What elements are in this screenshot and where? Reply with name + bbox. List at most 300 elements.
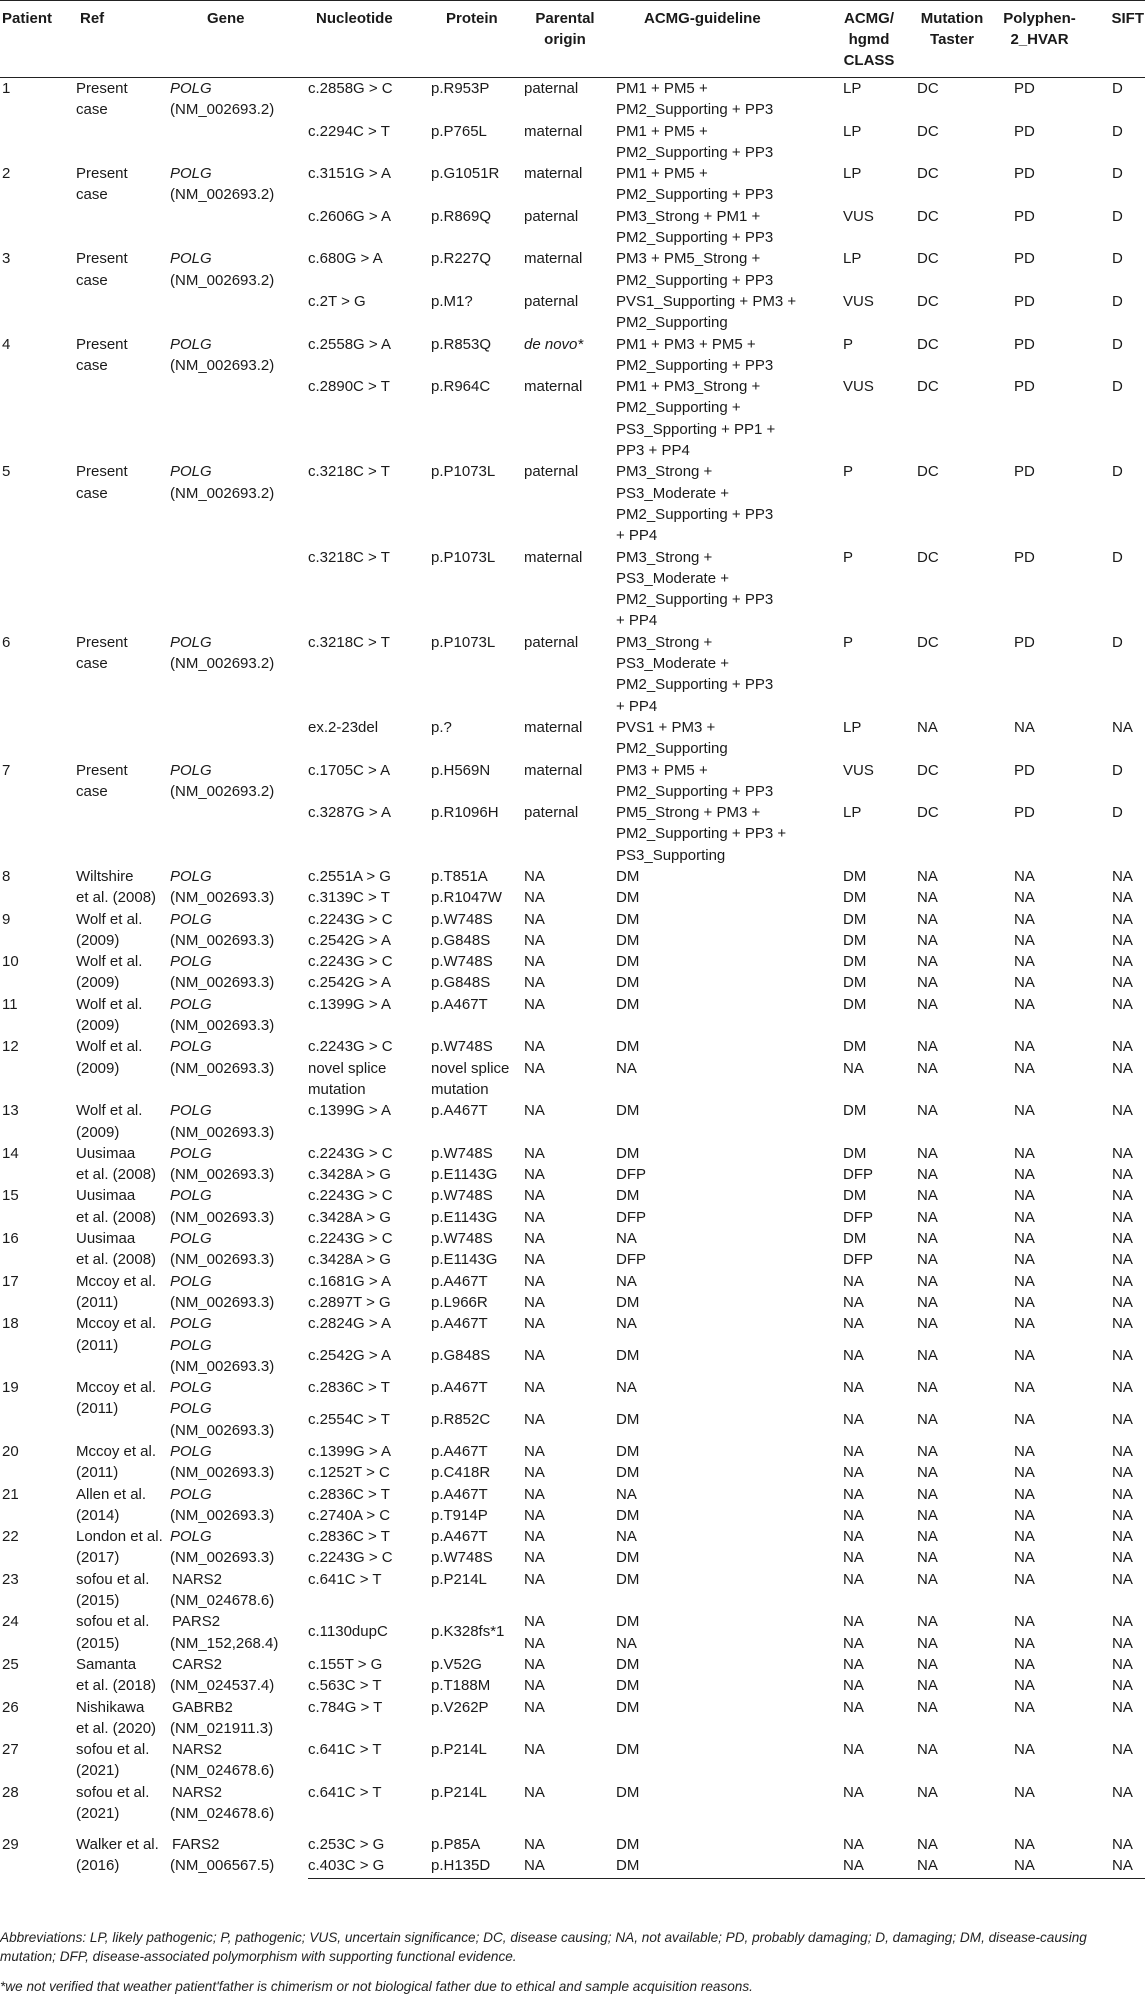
acmg-guideline-text: PS3_Moderate + [616,484,729,502]
patient-number [0,760,76,866]
acmg-class [833,1345,915,1377]
polyphen-text: PD [1014,378,1035,396]
polyphen [995,376,1092,461]
gene [170,1739,308,1782]
acmg-guideline [614,291,833,334]
protein [431,1526,522,1547]
gene [170,951,308,994]
acmg-guideline [614,1462,833,1483]
mutation-taster-text: DC [917,761,939,779]
protein [431,1697,522,1740]
sift [1092,951,1145,972]
reference [76,1654,170,1697]
acmg-guideline-text: DM [616,1655,640,1673]
acmg-guideline [614,1547,833,1568]
gene-transcript: (NM_024537.4) [170,1677,275,1695]
table-row [0,760,1145,803]
acmg-guideline-text: NA [616,1272,637,1290]
parental-origin-text: maternal [524,548,583,566]
nucleotide-text: c.2824G > A [308,1315,391,1333]
mutation-taster [915,1484,995,1505]
gene-transcript: (NM_002693.3) [170,889,275,907]
nucleotide [308,1739,431,1782]
parental-origin-text: maternal [524,718,583,736]
protein [431,760,522,803]
acmg-class [833,1185,915,1206]
protein-text: p.A467T [431,1443,488,1460]
parental-origin-text: NA [524,1293,545,1311]
nucleotide [308,632,431,717]
mutation-taster-text: NA [917,1613,938,1631]
mutation-taster-text: NA [917,1741,938,1759]
polyphen-text: NA [1014,1485,1035,1503]
gene [170,461,308,631]
acmg-guideline [614,1100,833,1143]
gene [170,1228,308,1271]
mutation-taster [915,1654,995,1675]
protein [431,1058,522,1101]
nucleotide-text: c.2551A > G [308,867,391,885]
polyphen-text: PD [1014,804,1035,822]
patient-number-text: 13 [2,1102,19,1120]
gene-symbol: POLG [170,1315,212,1333]
acmg-class-text: NA [843,1570,864,1588]
acmg-class [833,1569,915,1612]
protein [431,1834,522,1855]
protein-text: p.P765L [431,122,487,140]
polyphen-text: NA [1014,1677,1035,1695]
nucleotide [308,930,431,951]
mutation-taster-text: NA [917,1411,938,1429]
mutation-taster [915,632,995,717]
col-header-gene: Gene [207,10,245,27]
gene-transcript: (NM_002693.2) [170,655,275,673]
sift-text: D [1112,207,1123,225]
mutation-taster-text: NA [917,931,938,949]
gene [170,994,308,1037]
acmg-guideline [614,1526,833,1547]
gene-transcript: (NM_002693.3) [170,1421,275,1439]
gene [170,1441,308,1484]
nucleotide-text: c.2606G > A [308,207,391,225]
mutation-taster-text: NA [917,953,938,971]
parental-origin [522,1462,614,1483]
abbreviations-footnote [0,1928,1145,1966]
reference-line: (2009) [76,931,120,949]
mutation-taster [915,1313,995,1345]
sift [1092,1143,1145,1164]
gene-transcript: (NM_024678.6) [170,1592,275,1610]
gene-symbol: POLG [170,80,212,97]
nucleotide [308,1185,431,1206]
table-row [0,1484,1145,1505]
mutation-taster-text: NA [917,1293,938,1311]
polyphen-text: NA [1014,931,1035,949]
polyphen [995,1834,1092,1855]
sift [1092,461,1145,546]
polyphen [995,78,1092,121]
sift [1092,1345,1145,1377]
protein-text: p.W748S [431,1230,493,1248]
parental-origin [522,1855,614,1879]
acmg-guideline-text: NA [616,1315,637,1333]
gene-transcript: (NM_002693.3) [170,1059,275,1077]
patient-number [0,1739,76,1782]
gene [170,1697,308,1740]
sift-text: NA [1112,974,1133,992]
mutation-taster-text: NA [917,1230,938,1248]
acmg-guideline-text: PM2_Supporting + PP3 [616,186,774,204]
gene-transcript: (NM_002693.3) [170,1549,275,1567]
sift [1092,334,1145,377]
nucleotide-text: c.3428A > G [308,1208,391,1226]
gene [170,1654,308,1697]
table-row [0,951,1145,972]
polyphen [995,1228,1092,1249]
acmg-class [833,1207,915,1228]
acmg-class [833,1675,915,1696]
acmg-class-text: NA [843,1613,864,1631]
reference-line: et al. (2008) [76,1166,157,1184]
acmg-class-text: DFP [843,1166,873,1184]
gene-transcript: (NM_152,268.4) [170,1634,279,1652]
parental-origin [522,1164,614,1185]
sift [1092,1484,1145,1505]
mutation-taster-text: NA [917,1698,938,1716]
protein-text: p.R227Q [431,250,492,268]
acmg-class-text: P [843,335,854,353]
polyphen [995,163,1092,206]
parental-origin-text: NA [524,1528,545,1546]
parental-origin-text: NA [524,1549,545,1567]
protein-text: p.R1047W [431,889,502,907]
reference-line: Uusimaa [76,1230,136,1248]
parental-origin-text: NA [524,1570,545,1588]
mutation-taster [915,547,995,632]
reference-line: case [76,782,108,800]
acmg-guideline-text: NA [616,1230,637,1248]
parental-origin-text: NA [524,1464,545,1482]
polyphen-text: NA [1014,953,1035,971]
acmg-class [833,1526,915,1547]
acmg-guideline [614,1834,833,1855]
parental-origin-text: de novo* [524,335,584,353]
gene [170,78,308,164]
gene [170,1611,308,1654]
nucleotide-text: ex.2-23del [308,718,379,736]
acmg-guideline [614,248,833,291]
sift [1092,1292,1145,1313]
table-row [0,909,1145,930]
polyphen-text: NA [1014,1038,1035,1056]
parental-origin [522,547,614,632]
sift-text: NA [1112,1102,1133,1120]
nucleotide [308,78,431,121]
gene-symbol: NARS2 [172,1570,223,1588]
mutation-taster [915,760,995,803]
gene-symbol: POLG [170,250,212,268]
parental-origin-text: NA [524,974,545,992]
reference-line: Wolf et al. [76,995,143,1013]
parental-origin [522,1036,614,1057]
sift [1092,1271,1145,1292]
mutation-taster [915,248,995,291]
sift [1092,1782,1145,1834]
reference [76,1036,170,1100]
parental-origin-text: NA [524,1485,545,1503]
gene-symbol: POLG [170,1230,212,1248]
protein-text: p.R853Q [431,335,492,353]
acmg-guideline-text: DFP [616,1166,646,1184]
gene-symbol: CARS2 [172,1655,223,1673]
mutation-taster-text: NA [917,1783,938,1801]
gene-transcript: (NM_002693.3) [170,1123,275,1141]
nucleotide-text: mutation [308,1080,366,1098]
protein-text: p.E1143G [431,1251,498,1269]
acmg-guideline [614,760,833,803]
parental-origin [522,78,614,121]
sift-text: NA [1112,1528,1133,1546]
reference-line: case [76,655,108,673]
acmg-class-text: NA [843,1411,864,1429]
patient-number-text: 15 [2,1187,19,1205]
protein-text: p.E1143G [431,1208,498,1226]
gene-symbol: POLG [170,1144,212,1162]
reference-line: Samanta [76,1655,137,1673]
parental-origin [522,802,614,866]
acmg-class-text: NA [843,1315,864,1333]
polyphen-text: NA [1014,1166,1035,1184]
gene-symbol: POLG [170,1336,212,1354]
reference-line: Wolf et al. [76,910,143,928]
gene-symbol: POLG [170,633,212,651]
parental-origin-text: paternal [524,804,579,822]
acmg-class [833,866,915,887]
table-row [0,1611,1145,1654]
polyphen-text: NA [1014,910,1035,928]
reference-line: Wiltshire [76,867,134,885]
nucleotide-text: c.641C > T [308,1783,382,1801]
protein-text: p.V262P [431,1698,489,1716]
polyphen [995,1377,1092,1409]
nucleotide-text: c.2243G > C [308,1230,393,1248]
nucleotide-text: c.155T > G [308,1655,383,1673]
acmg-guideline-text: PS3_Spporting + PP1 + [616,420,776,438]
protein-text: p.K328fs*1 [431,1623,505,1641]
col-header-ref: Ref [80,10,105,27]
acmg-guideline [614,1675,833,1696]
acmg-guideline [614,930,833,951]
sift-text: D [1112,761,1123,779]
nucleotide [308,1292,431,1313]
parental-origin [522,1526,614,1547]
acmg-class [833,1409,915,1441]
sift-text: NA [1112,1613,1133,1631]
mutation-taster [915,1185,995,1206]
nucleotide-text: c.2542G > A [308,974,391,992]
reference-line: Nishikawa [76,1698,145,1716]
acmg-guideline-text: PM1 + PM5 + [616,122,708,140]
mutation-taster-text: NA [917,1059,938,1077]
sift [1092,121,1145,164]
protein [431,291,522,334]
mutation-taster-text: NA [917,1208,938,1226]
parental-origin-text: paternal [524,633,579,651]
nucleotide-text: c.563C > T [308,1677,382,1695]
protein [431,1569,522,1612]
protein-text: p.P214L [431,1783,487,1801]
mutation-taster [915,1855,995,1879]
acmg-class-text: NA [843,1293,864,1311]
polyphen-text: NA [1014,889,1035,907]
sift-text: NA [1112,1634,1133,1652]
sift [1092,1409,1145,1441]
col-header-acmg-class: ACMG/ hgmd CLASS [843,10,895,69]
protein-text: p.R1096H [431,804,499,822]
patient-number-text: 28 [2,1783,19,1801]
gene-symbol: POLG [170,910,212,928]
sift-text: NA [1112,1251,1133,1269]
parental-origin [522,1697,614,1740]
nucleotide [308,866,431,887]
reference-line: sofou et al. [76,1741,150,1759]
sift-text: D [1112,250,1123,268]
table-row [0,1313,1145,1345]
patient-number [0,461,76,631]
parental-origin-text: NA [524,1506,545,1524]
mutation-taster-text: NA [917,1038,938,1056]
acmg-class-text: DM [843,867,867,885]
nucleotide-text: c.2243G > C [308,1038,393,1056]
parental-origin [522,376,614,461]
sift [1092,1207,1145,1228]
protein [431,1484,522,1505]
patient-number-text: 29 [2,1835,19,1853]
parental-origin-text: NA [524,1208,545,1226]
gene-transcript: (NM_021911.3) [170,1719,274,1737]
acmg-guideline-text: DM [616,1038,640,1056]
acmg-class-text: VUS [843,761,874,779]
sift-text: NA [1112,1379,1133,1397]
protein-text: p.A467T [431,1379,488,1397]
parental-origin-text: paternal [524,80,579,97]
acmg-class-text: NA [843,1272,864,1290]
protein [431,994,522,1037]
sift [1092,1855,1145,1879]
nucleotide-text: c.2294C > T [308,122,390,140]
gene-transcript: (NM_002693.2) [170,484,275,502]
acmg-guideline-text: PM2_Supporting + PP3 [616,356,774,374]
sift-text: NA [1112,995,1133,1013]
gene-symbol: NARS2 [172,1783,223,1801]
polyphen [995,1547,1092,1568]
polyphen [995,1526,1092,1547]
gene-symbol: POLG [170,953,212,971]
acmg-class-text: DM [843,974,867,992]
acmg-guideline-text: PVS1 + PM3 + [616,718,716,736]
parental-origin-text: maternal [524,165,583,183]
reference [76,1697,170,1740]
acmg-class-text: NA [843,1783,864,1801]
protein [431,121,522,164]
acmg-guideline-text: DM [616,1613,640,1631]
polyphen [995,206,1092,249]
patient-number-text: 1 [2,80,11,97]
parental-origin-text: paternal [524,463,579,481]
reference [76,1377,170,1441]
sift [1092,802,1145,866]
reference-line: (2011) [76,1293,119,1311]
sift [1092,760,1145,803]
nucleotide-text: c.2890C > T [308,378,390,396]
protein-text: p.C418R [431,1464,491,1482]
gene-transcript: (NM_002693.3) [170,1251,275,1269]
nucleotide-text: c.2558G > A [308,335,391,353]
gene [170,1377,308,1441]
polyphen [995,1058,1092,1101]
sift-text: NA [1112,1187,1133,1205]
reference [76,163,170,248]
acmg-class-text: P [843,633,854,651]
gene-transcript: (NM_002693.3) [170,1506,275,1524]
parental-origin-text: maternal [524,122,583,140]
protein-text: p.G848S [431,931,491,949]
protein-text: p.P1073L [431,633,496,651]
acmg-class-text: VUS [843,378,874,396]
protein [431,1611,522,1654]
reference [76,248,170,333]
sift [1092,909,1145,930]
parental-origin [522,1207,614,1228]
table-row [0,1143,1145,1164]
sift-text: NA [1112,1166,1133,1184]
col-header-parental-origin: Parental origin [535,10,595,48]
parental-origin-text: paternal [524,207,579,225]
nucleotide-text: c.641C > T [308,1741,382,1759]
polyphen [995,866,1092,887]
reference [76,866,170,909]
parental-origin [522,1505,614,1526]
protein [431,1547,522,1568]
reference [76,994,170,1037]
acmg-class [833,1313,915,1345]
reference [76,1143,170,1186]
protein-text: p.R869Q [431,207,492,225]
polyphen [995,1143,1092,1164]
patient-number [0,866,76,909]
sift-text: D [1112,165,1123,183]
acmg-guideline [614,1855,833,1879]
mutation-taster [915,1611,995,1654]
table-row [0,994,1145,1037]
reference-line: case [76,271,108,289]
protein-text: p.T914P [431,1506,488,1524]
nucleotide-text: c.2740A > C [308,1506,391,1524]
patient-number [0,1228,76,1271]
parental-origin [522,1654,614,1675]
col-header-polyphen: Polyphen- 2_HVAR [1003,10,1076,48]
reference-line: sofou et al. [76,1570,150,1588]
protein [431,802,522,866]
gene-transcript: (NM_002693.2) [170,101,275,119]
acmg-class [833,1505,915,1526]
gene-transcript: (NM_002693.3) [170,1464,275,1482]
sift-text: D [1112,335,1123,353]
acmg-class-text: DM [843,931,867,949]
mutation-taster-text: NA [917,1655,938,1673]
polyphen [995,1505,1092,1526]
mutation-taster-text: NA [917,1677,938,1695]
